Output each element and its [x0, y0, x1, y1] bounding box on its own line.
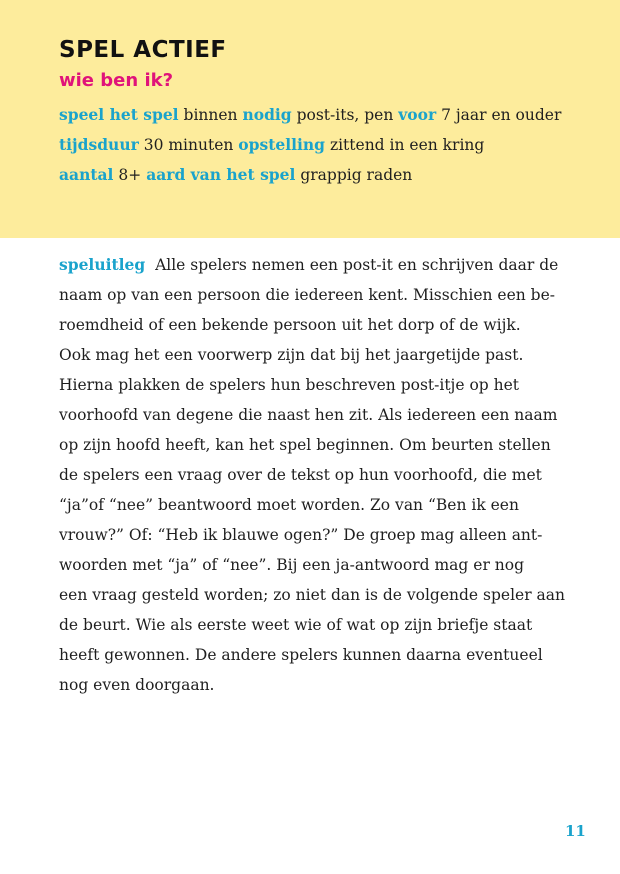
explanation-line: Hierna plakken de spelers hun beschreven post-itje op het	[59, 376, 520, 394]
explanation-line: naam op van een persoon die iedereen kent. Misschien een be-	[59, 286, 555, 304]
explanation-line: heeft gewonnen. De andere spelers kunnen daarna eventueel	[59, 646, 543, 664]
page-number: 11	[565, 822, 586, 840]
duration-label: tijdsduur	[59, 135, 139, 154]
explanation-line: voorhoofd van degene die naast hen zit. Als iedereen een naam	[59, 406, 558, 424]
explanation-line: Ook mag het een voorwerp zijn dat bij het jaargetijde past.	[59, 346, 524, 364]
duration-value: 30 minuten	[143, 136, 234, 154]
needed-label: nodig	[242, 105, 292, 124]
game-explanation	[59, 250, 565, 700]
explanation-line: “ja”of “nee” beantwoord moet worden. Zo van “Ben ik een	[59, 496, 519, 514]
explanation-line: de spelers een vraag over de tekst op hun voorhoofd, die met	[59, 466, 542, 484]
needed-value: post-its, pen	[296, 106, 394, 124]
for-value: 7 jaar en ouder	[441, 106, 562, 124]
setup-value: zittend in een kring	[329, 136, 485, 154]
explanation-line: roemdheid of een bekende persoon uit het dorp of de wijk.	[59, 316, 521, 334]
section-title: SPEL ACTIEF	[59, 37, 227, 63]
count-label: aantal	[59, 165, 114, 184]
explanation-line: de beurt. Wie als eerste weet wie of wat op zijn briefje staat	[59, 616, 533, 634]
for-label: voor	[398, 105, 437, 124]
explanation-line: nog even doorgaan.	[59, 676, 215, 694]
game-info-line	[59, 160, 579, 190]
explanation-label: speluitleg	[59, 255, 146, 274]
game-info	[59, 100, 579, 190]
explanation-line: op zijn hoofd heeft, kan het spel beginnen. Om beurten stellen	[59, 436, 551, 454]
explanation-line: een vraag gesteld worden; zo niet dan is de volgende speler aan	[59, 586, 565, 604]
game-info-line	[59, 100, 579, 130]
count-value: 8+	[118, 166, 142, 184]
game-title: wie ben ik?	[59, 70, 174, 91]
play-label: speel het spel	[59, 105, 179, 124]
header-band	[0, 0, 620, 238]
play-value: binnen	[183, 106, 238, 124]
game-info-line	[59, 130, 579, 160]
explanation-text: Alle spelers nemen een post-it en schrijven daar de	[155, 256, 559, 274]
type-label: aard van het spel	[146, 165, 296, 184]
explanation-line: woorden met “ja” of “nee”. Bij een ja-antwoord mag er nog	[59, 556, 525, 574]
type-value: grappig raden	[300, 166, 413, 184]
explanation-line	[59, 250, 559, 280]
explanation-line: vrouw?” Of: “Heb ik blauwe ogen?” De groep mag alleen ant-	[59, 526, 543, 544]
setup-label: opstelling	[238, 135, 325, 154]
